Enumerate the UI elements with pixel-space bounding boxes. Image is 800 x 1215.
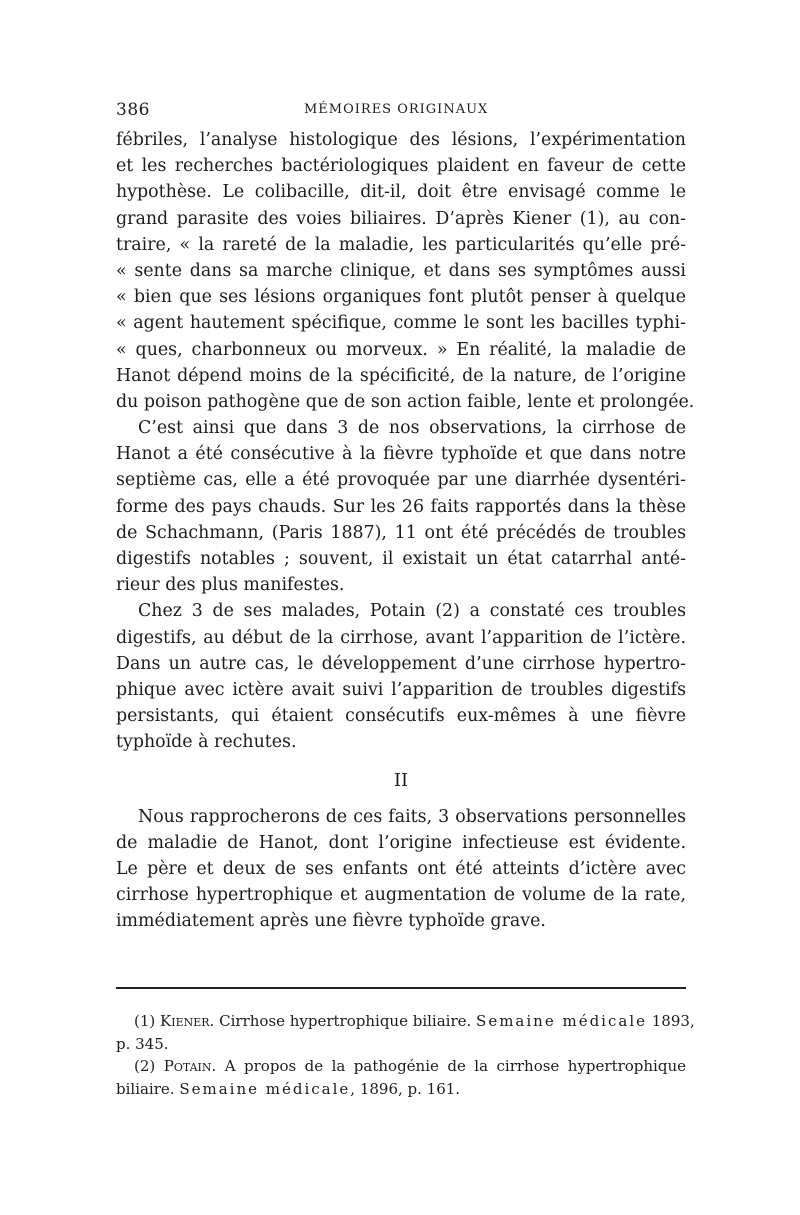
footnote-text: A propos de la pathogénie de la cirrhose hypertrophique xyxy=(216,1057,686,1075)
footnotes xyxy=(116,1010,695,1100)
paragraph-3 xyxy=(116,598,686,755)
body-text xyxy=(116,127,695,934)
text-line: traire, « la rareté de la maladie, les particularités qu’elle pré- xyxy=(116,234,686,255)
text-line: « bien que ses lésions organiques font plutôt penser à quelque xyxy=(116,287,686,308)
footnote-text: biliaire. xyxy=(116,1079,180,1098)
text-line: phique avec ictère avait suivi l’apparition de troubles digestifs xyxy=(116,679,686,700)
text-line: hypothèse. Le colibacille, dit-il, doit être envisagé comme le xyxy=(116,182,686,203)
footnote-marker: (2) xyxy=(134,1057,156,1075)
footnote-journal: Semaine médicale xyxy=(476,1012,647,1030)
text-line: « agent hautement spécifique, comme le sont les bacilles typhi- xyxy=(116,313,686,334)
text-line: grand parasite des voies biliaires. D’après Kiener (1), au con- xyxy=(116,208,686,229)
text-line: Chez 3 de ses malades, Potain (2) a constaté ces troubles xyxy=(138,601,686,622)
text-line: du poison pathogène que de son action faible, lente et prolongée. xyxy=(116,391,695,412)
page-header xyxy=(116,100,686,124)
paragraph-1 xyxy=(116,127,695,415)
text-line: digestifs notables ; souvent, il existait un état catarrhal anté- xyxy=(116,549,686,569)
paragraph-2 xyxy=(116,415,686,598)
text-line: et les recherches bactériologiques plaident en faveur de cette xyxy=(116,156,686,177)
text-line: typhoïde à rechutes. xyxy=(116,732,297,753)
text-line: rieur des plus manifestes. xyxy=(116,575,345,596)
footnote-line xyxy=(116,1055,686,1078)
footnote-journal: Semaine médicale xyxy=(179,1079,351,1098)
footnote-marker: (1) xyxy=(134,1012,156,1030)
footnote-text: 1893, xyxy=(647,1012,695,1030)
text-line: Le père et deux de ses enfants ont été atteints d’ictère avec xyxy=(116,858,686,879)
running-title: MÉMOIRES ORIGINAUX xyxy=(304,102,489,117)
footnote-line xyxy=(116,1078,686,1101)
text-line: Dans un autre cas, le développement d’une cirrhose hypertro- xyxy=(116,653,686,674)
text-line: cirrhose hypertrophique et augmentation de volume de la rate, xyxy=(116,885,686,906)
footnote-rule xyxy=(116,987,686,989)
text-line: de Schachmann, (Paris 1887), 11 ont été précédés de troubles xyxy=(116,522,686,543)
text-line: Hanot dépend moins de la spécificité, de la nature, de l’origine xyxy=(116,365,686,386)
footnote-author: Kiener. xyxy=(160,1012,215,1030)
text-line: immédiatement après une fièvre typhoïde grave. xyxy=(116,911,546,932)
text-line: forme des pays chauds. Sur les 26 faits rapportés dans la thèse xyxy=(116,496,686,517)
footnote-author: Potain. xyxy=(163,1057,217,1075)
section-heading: II xyxy=(393,769,409,791)
paragraph-4 xyxy=(116,804,686,935)
text-line: de maladie de Hanot, dont l’origine infectieuse est évidente. xyxy=(116,832,686,853)
text-line: C’est ainsi que dans 3 de nos observations, la cirrhose de xyxy=(138,418,686,439)
text-line: Nous rapprocherons de ces faits, 3 observations personnelles xyxy=(138,806,686,827)
text-line: Hanot a été consécutive à la fièvre typhoïde et que dans notre xyxy=(116,444,686,465)
footnote-text: , 1896, p. 161. xyxy=(350,1079,461,1098)
footnote-line: p. 345. xyxy=(116,1034,169,1053)
footnote-1 xyxy=(116,1010,695,1055)
text-line: « ques, charbonneux ou morveux. » En réalité, la maladie de xyxy=(116,339,686,360)
footnote-line xyxy=(116,1010,695,1033)
text-line: digestifs, au début de la cirrhose, avant l’apparition de l’ictère. xyxy=(116,627,686,648)
footnote-2 xyxy=(116,1055,686,1100)
page-number: 386 xyxy=(116,100,150,120)
text-line: septième cas, elle a été provoquée par une diarrhée dysentéri- xyxy=(116,470,686,491)
footnote-text: Cirrhose hypertrophique biliaire. xyxy=(214,1012,477,1030)
text-line: « sente dans sa marche clinique, et dans ses symptômes aussi xyxy=(116,260,686,281)
text-line: persistants, qui étaient consécutifs eux-mêmes à une fièvre xyxy=(116,706,686,727)
text-line: fébriles, l’analyse histologique des lésions, l’expérimentation xyxy=(116,130,686,150)
